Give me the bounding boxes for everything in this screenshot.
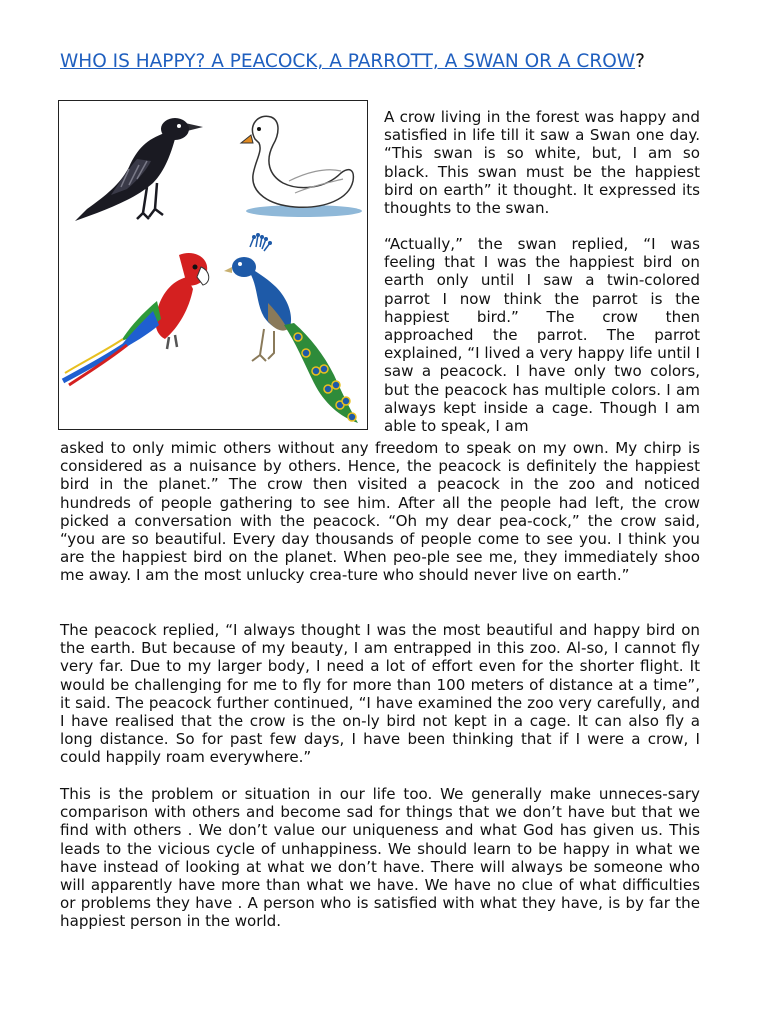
story-title — [60, 50, 720, 74]
title-link[interactable]: WHO IS HAPPY? A PEACOCK, A PARROTT, A SWAN OR A CROW — [60, 51, 636, 72]
paragraph-4: This is the problem or situation in our life too. We generally make unneces-sary comparison with others and become sad for things that we don’t have but that we find with others . We don’t value our uniqueness and what God has given us. This leads to the vicious cycle of unhappiness. We should learn to be happy in what we have instead of looking at what we don’t have. There will always be someone who will apparently have more than what we have. We have no clue of what difficulties or problems they have . A person who is satisfied with what they have, is by far the happiest person in the world. — [60, 785, 700, 931]
title-question-mark: ? — [635, 51, 645, 72]
swan-illustration — [229, 111, 364, 221]
paragraph-2-wrap-right: “Actually,” the swan replied, “I was feeling that I was the happiest bird on earth only until I saw a twin-colored parrot I now think the parrot is the happiest bird.” The crow then approached the parrot. The parrot explained, “I lived a very happy life until I saw a peacock. I have only two colors, but the peacock has multiple colors. I am always kept inside a cage. Though I am able to speak, I am — [384, 235, 700, 436]
crow-illustration — [67, 109, 207, 229]
paragraph-3: The peacock replied, “I always thought I was the most beautiful and happy bird on the earth. But because of my beauty, I am entrapped in this zoo. Al-so, I cannot fly very far. Due to my larger body, I need a lot of effort even for the shorter flight. It would be challenging for me to fly for more than 100 meters of distance at a time”, it said. The peacock further continued, “I have examined the zoo very carefully, and I have realised that the crow is the on-ly bird not kept in a cage. It can also fly a long distance. So for past few days, I have been thinking that if I were a crow, I could happily roam everywhere.” — [60, 621, 700, 767]
parrot-illustration — [61, 241, 216, 391]
birds-figure — [58, 100, 368, 430]
peacock-illustration — [224, 233, 369, 428]
paragraph-2-continued: asked to only mimic others without any freedom to speak on my own. My chirp is considered as a nuisance by others. Hence, the peacock is definitely the happiest bird in the planet.” The crow then visited a peacock in the zoo and noticed hundreds of people gathering to see him. After all the people had left, the crow picked a conversation with the peacock. “Oh my dear pea-cock,” the crow said, “you are so beautiful. Every day thousands of people come to see you. I think you are the happiest bird on the planet. When peo-ple see me, they immediately shoo me away. I am the most unlucky crea-ture who should never live on earth.” — [60, 439, 700, 585]
paragraph-1: A crow living in the forest was happy and satisfied in life till it saw a Swan one day. “This swan is so white, but, I am so black. This swan must be the happiest bird on earth” it thought. It expressed its thoughts to the swan. — [384, 108, 700, 218]
